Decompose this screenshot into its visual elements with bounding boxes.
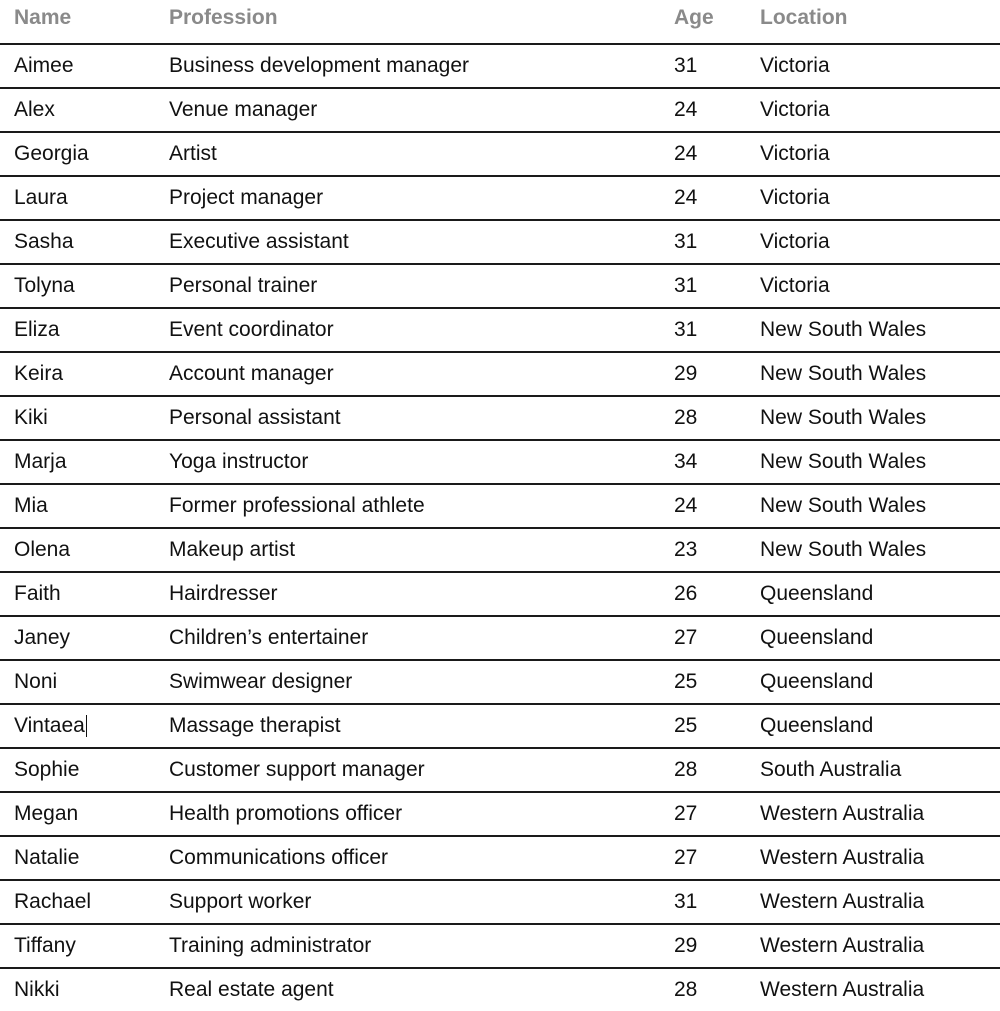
cell-age[interactable]	[674, 661, 697, 703]
cell-profession-text: Massage therapist	[169, 714, 341, 737]
cell-age[interactable]	[674, 529, 697, 571]
cell-name-text: Sophie	[14, 758, 80, 781]
cell-name-text: Olena	[14, 538, 71, 561]
cell-name[interactable]	[14, 573, 61, 615]
cell-age[interactable]	[674, 309, 697, 351]
cell-name[interactable]	[14, 265, 75, 307]
cell-profession[interactable]	[169, 397, 341, 439]
cell-profession-text: Personal trainer	[169, 274, 318, 297]
cell-age-text: 26	[674, 582, 698, 605]
cell-profession[interactable]	[169, 177, 323, 219]
cell-age-text: 29	[674, 934, 698, 957]
cell-name[interactable]	[14, 529, 70, 571]
cell-name[interactable]	[14, 221, 74, 263]
cell-profession[interactable]	[169, 485, 425, 527]
cell-name-text: Kiki	[14, 406, 48, 429]
cell-location-text: Queensland	[760, 582, 874, 605]
cell-name[interactable]	[14, 661, 57, 703]
table-row[interactable]	[0, 529, 1000, 573]
cell-location[interactable]	[760, 529, 926, 571]
table-row[interactable]	[0, 485, 1000, 529]
cell-location-text: Victoria	[760, 142, 830, 165]
cell-name-text: Vintaea	[14, 714, 85, 737]
cell-profession-text: Executive assistant	[169, 230, 349, 253]
cell-age[interactable]	[674, 45, 697, 87]
cell-location-text: Victoria	[760, 274, 830, 297]
table-row[interactable]	[0, 133, 1000, 177]
table-row[interactable]	[0, 617, 1000, 661]
cell-location-text: Western Australia	[760, 846, 925, 869]
cell-profession[interactable]	[169, 617, 368, 659]
cell-location[interactable]	[760, 265, 830, 307]
table-row[interactable]	[0, 221, 1000, 265]
cell-location[interactable]	[760, 441, 926, 483]
cell-location[interactable]	[760, 133, 830, 175]
cell-profession-text: Customer support manager	[169, 758, 425, 781]
cell-profession-text: Former professional athlete	[169, 494, 425, 517]
cell-name-text: Georgia	[14, 142, 89, 165]
cell-profession-text: Health promotions officer	[169, 802, 403, 825]
cell-age[interactable]	[674, 969, 697, 1011]
cell-age-text: 27	[674, 626, 698, 649]
cell-age-text: 28	[674, 406, 698, 429]
cell-name-text: Megan	[14, 802, 79, 825]
cell-location[interactable]	[760, 969, 924, 1011]
cell-profession[interactable]	[169, 837, 388, 879]
cell-location[interactable]	[760, 221, 830, 263]
cell-profession[interactable]	[169, 221, 349, 263]
cell-profession-text: Training administrator	[169, 934, 372, 957]
cell-profession-text: Real estate agent	[169, 978, 334, 1001]
cell-name[interactable]	[14, 969, 60, 1011]
cell-location[interactable]	[760, 793, 924, 835]
cell-name-text: Sasha	[14, 230, 74, 253]
cell-age-text: 24	[674, 98, 698, 121]
cell-name-text: Alex	[14, 98, 55, 121]
table-row[interactable]	[0, 397, 1000, 441]
cell-location-text: Victoria	[760, 230, 830, 253]
cell-name[interactable]	[14, 397, 48, 439]
cell-age-text: 25	[674, 714, 698, 737]
cell-age-text: 24	[674, 186, 698, 209]
cell-location-text: Queensland	[760, 626, 874, 649]
cell-profession[interactable]	[169, 881, 311, 923]
cell-age[interactable]	[674, 925, 697, 967]
column-header-profession[interactable]: Profession	[169, 6, 278, 29]
table-row[interactable]	[0, 837, 1000, 881]
cell-age-text: 28	[674, 978, 698, 1001]
cell-age[interactable]	[674, 793, 697, 835]
cell-profession[interactable]	[169, 441, 308, 483]
cell-profession[interactable]	[169, 89, 317, 131]
table-row[interactable]	[0, 969, 1000, 1011]
cell-profession-text: Yoga instructor	[169, 450, 309, 473]
cell-age[interactable]	[674, 133, 697, 175]
cell-profession-text: Artist	[169, 142, 217, 165]
cell-location[interactable]	[760, 749, 901, 791]
cell-location-text: Western Australia	[760, 934, 925, 957]
cell-name[interactable]	[14, 881, 91, 923]
cell-location-text: Victoria	[760, 54, 830, 77]
cell-profession-text: Business development manager	[169, 54, 470, 77]
cell-location-text: South Australia	[760, 758, 902, 781]
cell-age[interactable]	[674, 89, 697, 131]
cell-name[interactable]	[14, 441, 67, 483]
table-row[interactable]	[0, 353, 1000, 397]
cell-name[interactable]	[14, 45, 74, 87]
table-row[interactable]	[0, 661, 1000, 705]
column-header-age[interactable]: Age	[674, 6, 714, 29]
cell-age[interactable]	[674, 265, 697, 307]
cell-profession-text: Venue manager	[169, 98, 318, 121]
table-header	[0, 0, 1000, 45]
cell-name-text: Faith	[14, 582, 61, 605]
cell-location[interactable]	[760, 353, 926, 395]
cell-location-text: Victoria	[760, 186, 830, 209]
cell-name-text: Nikki	[14, 978, 60, 1001]
cell-location[interactable]	[760, 573, 873, 615]
cell-name-text: Mia	[14, 494, 48, 517]
cell-profession-text: Project manager	[169, 186, 324, 209]
cell-age-text: 29	[674, 362, 698, 385]
cell-location-text: New South Wales	[760, 450, 927, 473]
cell-age[interactable]	[674, 441, 697, 483]
cell-name[interactable]	[14, 485, 48, 527]
cell-age[interactable]	[674, 837, 697, 879]
table-row[interactable]	[0, 265, 1000, 309]
cell-location-text: Western Australia	[760, 802, 925, 825]
cell-location-text: New South Wales	[760, 494, 927, 517]
cell-profession-text: Account manager	[169, 362, 334, 385]
cell-age[interactable]	[674, 485, 697, 527]
cell-location[interactable]	[760, 617, 873, 659]
cell-age-text: 27	[674, 802, 698, 825]
table-row[interactable]	[0, 45, 1000, 89]
cell-location-text: Victoria	[760, 98, 830, 121]
cell-profession[interactable]	[169, 661, 352, 703]
cell-age-text: 31	[674, 890, 698, 913]
cell-age-text: 27	[674, 846, 698, 869]
cell-location[interactable]	[760, 89, 830, 131]
text-cursor-icon	[86, 715, 88, 737]
cell-location-text: Western Australia	[760, 978, 925, 1001]
cell-location-text: New South Wales	[760, 362, 927, 385]
cell-location[interactable]	[760, 309, 926, 351]
table-row[interactable]	[0, 925, 1000, 969]
cell-name-text: Natalie	[14, 846, 80, 869]
cell-profession[interactable]	[169, 573, 278, 615]
cell-profession-text: Support worker	[169, 890, 312, 913]
cell-profession[interactable]	[169, 133, 217, 175]
cell-profession-text: Communications officer	[169, 846, 389, 869]
cell-location[interactable]	[760, 925, 924, 967]
cell-age[interactable]	[674, 749, 697, 791]
cell-profession-text: Swimwear designer	[169, 670, 353, 693]
cell-profession-text: Hairdresser	[169, 582, 278, 605]
cell-age[interactable]	[674, 177, 697, 219]
cell-age-text: 31	[674, 274, 698, 297]
cell-name-text: Aimee	[14, 54, 74, 77]
cell-location[interactable]	[760, 705, 873, 747]
cell-profession[interactable]	[169, 353, 334, 395]
cell-name-text: Rachael	[14, 890, 92, 913]
cell-age[interactable]	[674, 353, 697, 395]
cell-profession[interactable]	[169, 793, 402, 835]
cell-age[interactable]	[674, 221, 697, 263]
table-row[interactable]	[0, 309, 1000, 353]
cell-age[interactable]	[674, 705, 697, 747]
cell-name-text: Janey	[14, 626, 71, 649]
cell-profession[interactable]	[169, 969, 334, 1011]
cell-location[interactable]	[760, 837, 924, 879]
cell-name-text: Keira	[14, 362, 64, 385]
cell-name[interactable]	[14, 749, 79, 791]
cell-location[interactable]	[760, 485, 926, 527]
cell-age[interactable]	[674, 397, 697, 439]
cell-name[interactable]	[14, 705, 87, 747]
cell-age-text: 24	[674, 142, 698, 165]
column-header-location[interactable]: Location	[760, 6, 848, 29]
cell-age[interactable]	[674, 881, 697, 923]
cell-location[interactable]	[760, 661, 873, 703]
cell-name-text: Noni	[14, 670, 58, 693]
cell-age-text: 31	[674, 54, 698, 77]
cell-location[interactable]	[760, 177, 830, 219]
cell-age-text: 28	[674, 758, 698, 781]
cell-profession-text: Makeup artist	[169, 538, 296, 561]
cell-location-text: Queensland	[760, 714, 874, 737]
cell-age-text: 34	[674, 450, 698, 473]
cell-profession[interactable]	[169, 749, 425, 791]
cell-age-text: 31	[674, 318, 698, 341]
cell-age-text: 23	[674, 538, 698, 561]
cell-profession[interactable]	[169, 265, 317, 307]
column-header-name[interactable]: Name	[14, 6, 72, 29]
cell-name[interactable]	[14, 89, 55, 131]
cell-name[interactable]	[14, 837, 79, 879]
cell-profession[interactable]	[169, 45, 469, 87]
cell-location-text: New South Wales	[760, 406, 927, 429]
cell-location[interactable]	[760, 397, 926, 439]
cell-profession[interactable]	[169, 705, 341, 747]
table-body	[0, 45, 1000, 1011]
cell-name[interactable]	[14, 353, 63, 395]
cell-name-text: Eliza	[14, 318, 60, 341]
table-row[interactable]	[0, 441, 1000, 485]
table-row[interactable]	[0, 89, 1000, 133]
cell-profession-text: Event coordinator	[169, 318, 334, 341]
cell-age-text: 25	[674, 670, 698, 693]
cell-location-text: Western Australia	[760, 890, 925, 913]
cell-location-text: Queensland	[760, 670, 874, 693]
cell-location[interactable]	[760, 45, 830, 87]
cell-location[interactable]	[760, 881, 924, 923]
table-row[interactable]	[0, 793, 1000, 837]
table-row[interactable]	[0, 881, 1000, 925]
cell-name[interactable]	[14, 177, 68, 219]
table-row[interactable]	[0, 705, 1000, 749]
cell-name-text: Laura	[14, 186, 68, 209]
cell-age-text: 24	[674, 494, 698, 517]
cell-name[interactable]	[14, 133, 89, 175]
cell-name-text: Marja	[14, 450, 67, 473]
cell-name[interactable]	[14, 793, 78, 835]
cell-profession-text: Children’s entertainer	[169, 626, 369, 649]
cell-name[interactable]	[14, 925, 76, 967]
cell-location-text: New South Wales	[760, 538, 927, 561]
cell-age-text: 31	[674, 230, 698, 253]
cell-profession[interactable]	[169, 925, 371, 967]
cell-name[interactable]	[14, 617, 70, 659]
cell-age[interactable]	[674, 573, 697, 615]
cell-name-text: Tiffany	[14, 934, 76, 957]
cell-name-text: Tolyna	[14, 274, 75, 297]
cell-name[interactable]	[14, 309, 60, 351]
table-row[interactable]	[0, 177, 1000, 221]
cell-age[interactable]	[674, 617, 697, 659]
table-row[interactable]	[0, 749, 1000, 793]
cell-profession[interactable]	[169, 309, 334, 351]
table-row[interactable]	[0, 573, 1000, 617]
cell-profession[interactable]	[169, 529, 295, 571]
cell-location-text: New South Wales	[760, 318, 927, 341]
cell-profession-text: Personal assistant	[169, 406, 341, 429]
